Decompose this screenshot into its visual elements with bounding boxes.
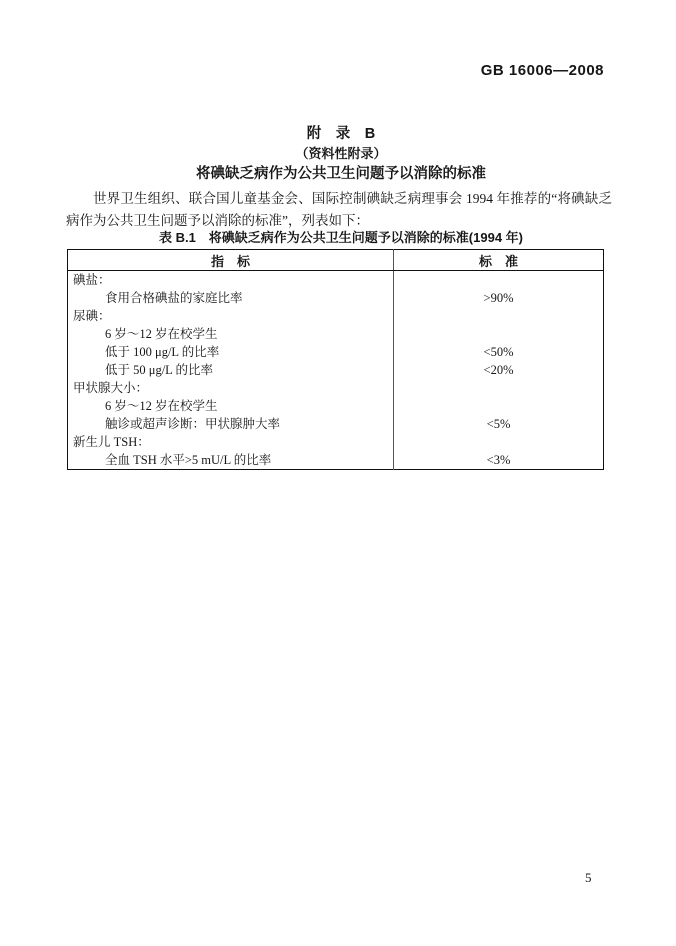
- standard-cell: <5%: [394, 415, 604, 433]
- standard-cell: [394, 433, 604, 451]
- table-row: [68, 397, 604, 415]
- table-row: [68, 289, 604, 307]
- standard-cell: [394, 397, 604, 415]
- appendix-title: 附 录 B: [306, 126, 376, 142]
- table-row: [68, 343, 604, 361]
- table-row: [68, 307, 604, 325]
- standard-cell: <50%: [394, 343, 604, 361]
- standard-column-header: 标 准: [394, 250, 604, 271]
- indicator-cell: 触诊或超声诊断：甲状腺肿大率: [105, 417, 281, 431]
- table-row: [68, 451, 604, 470]
- table-row: [68, 433, 604, 451]
- table-row: [68, 271, 604, 290]
- standard-cell: <20%: [394, 361, 604, 379]
- standard-cell: >90%: [394, 289, 604, 307]
- indicator-column-header: 指 标: [68, 250, 394, 271]
- table-row: [68, 361, 604, 379]
- standard-cell: <3%: [394, 451, 604, 470]
- indicator-cell: 食用合格碘盐的家庭比率: [105, 291, 243, 305]
- standard-cell: [394, 307, 604, 325]
- table-header-row: [68, 250, 604, 271]
- page-number: 5: [585, 870, 592, 885]
- indicator-cell: 尿碘：: [73, 309, 111, 323]
- indicator-cell: 低于 50 μg/L 的比率: [105, 363, 213, 377]
- indicator-cell: 全血 TSH 水平>5 mU/L 的比率: [105, 453, 272, 467]
- intro-paragraph: 世界卫生组织、联合国儿童基金会、国际控制碘缺乏病理事会 1994 年推荐的“将碘缺乏病作为公共卫生问题予以消除的标准”，列表如下：: [66, 191, 612, 228]
- standard-cell: [394, 325, 604, 343]
- appendix-subtitle: （资料性附录）: [295, 146, 387, 161]
- table-caption: 表 B.1 将碘缺乏病作为公共卫生问题予以消除的标准(1994 年): [158, 230, 524, 245]
- standard-cell: [394, 379, 604, 397]
- indicator-cell: 6 岁～12 岁在校学生: [105, 399, 218, 413]
- table-row: [68, 325, 604, 343]
- criteria-table: [67, 249, 604, 470]
- indicator-cell: 6 岁～12 岁在校学生: [105, 327, 218, 341]
- standard-number: GB 16006—2008: [480, 62, 604, 79]
- indicator-cell: 碘盐：: [73, 273, 111, 287]
- indicator-cell: 低于 100 μg/L 的比率: [105, 345, 220, 359]
- indicator-cell: 甲状腺大小：: [73, 381, 149, 395]
- table-row: [68, 379, 604, 397]
- table-row: [68, 415, 604, 433]
- indicator-cell: 新生儿 TSH：: [73, 435, 150, 449]
- standard-cell: [394, 271, 604, 290]
- appendix-heading: 将碘缺乏病作为公共卫生问题予以消除的标准: [196, 166, 486, 182]
